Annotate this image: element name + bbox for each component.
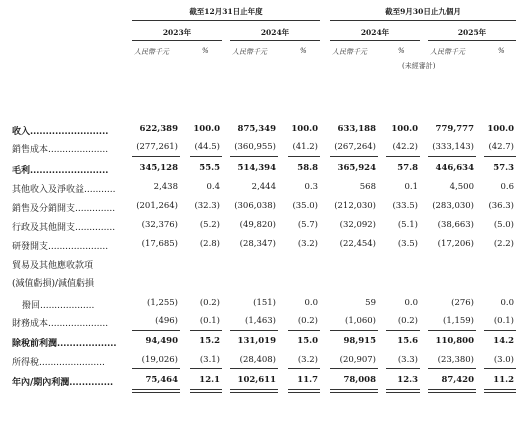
cell-amount: 2,438 bbox=[153, 182, 178, 192]
row-label: 收入......................... bbox=[12, 127, 109, 137]
unit-pct-3: % bbox=[398, 47, 405, 55]
cell-amount: (28,347) bbox=[239, 239, 276, 249]
cell-amount: 514,394 bbox=[237, 163, 276, 173]
cell-amount: (267,264) bbox=[334, 142, 376, 152]
unaudited-note: (未經審計) bbox=[402, 62, 436, 70]
cell-amount: 365,924 bbox=[337, 163, 376, 173]
subtotal-rule bbox=[190, 330, 222, 331]
row-label: 貿易及其他應收款項 bbox=[12, 261, 94, 271]
cell-amount: (38,663) bbox=[437, 220, 474, 230]
cell-amount: (32,092) bbox=[339, 220, 376, 230]
cell-percent: (3.3) bbox=[397, 355, 418, 365]
total-double-rule bbox=[484, 389, 516, 393]
cell-percent: 100.0 bbox=[487, 124, 514, 134]
cell-percent: (33.5) bbox=[392, 201, 418, 211]
subtotal-rule bbox=[484, 368, 516, 369]
cell-amount: 779,777 bbox=[435, 124, 474, 134]
total-double-rule bbox=[330, 389, 378, 393]
cell-amount: (1,255) bbox=[147, 298, 178, 308]
cell-percent: 0.3 bbox=[304, 182, 318, 192]
subtotal-rule bbox=[484, 330, 516, 331]
cell-percent: (3.5) bbox=[397, 239, 418, 249]
subtotal-rule bbox=[428, 330, 476, 331]
cell-percent: (2.8) bbox=[199, 239, 220, 249]
cell-percent: (5.1) bbox=[397, 220, 418, 230]
cell-percent: (42.2) bbox=[392, 142, 418, 152]
cell-percent: (3.0) bbox=[493, 355, 514, 365]
cell-percent: (3.1) bbox=[199, 355, 220, 365]
rule-year-1 bbox=[132, 40, 222, 41]
header-year-4: 2025年 bbox=[457, 28, 487, 37]
cell-percent: (44.5) bbox=[194, 142, 220, 152]
cell-amount: (276) bbox=[451, 298, 474, 308]
header-year-3: 2024年 bbox=[360, 28, 390, 37]
cell-percent: 100.0 bbox=[291, 124, 318, 134]
cell-percent: 57.3 bbox=[493, 163, 514, 173]
unit-pct-1: % bbox=[202, 47, 209, 55]
cell-percent: (5.7) bbox=[297, 220, 318, 230]
row-label: 銷售成本..................... bbox=[12, 145, 109, 155]
rule-year-3 bbox=[330, 40, 420, 41]
cell-percent: 57.8 bbox=[397, 163, 418, 173]
cell-amount: 102,611 bbox=[237, 375, 276, 385]
cell-amount: (19,026) bbox=[141, 355, 178, 365]
cell-amount: 87,420 bbox=[441, 375, 474, 385]
cell-amount: 94,490 bbox=[145, 336, 178, 346]
cell-amount: (28,408) bbox=[239, 355, 276, 365]
subtotal-rule bbox=[230, 368, 278, 369]
subtotal-rule bbox=[330, 330, 378, 331]
rule-group-fy bbox=[132, 20, 320, 21]
cell-percent: (5.0) bbox=[493, 220, 514, 230]
cell-amount: (17,206) bbox=[437, 239, 474, 249]
row-label: (減值虧損)/減值虧損 bbox=[12, 279, 95, 289]
cell-amount: 633,188 bbox=[337, 124, 376, 134]
cell-amount: (1,159) bbox=[443, 316, 474, 326]
subtotal-rule bbox=[190, 368, 222, 369]
cell-percent: (2.2) bbox=[493, 239, 514, 249]
cell-amount: (277,261) bbox=[136, 142, 178, 152]
cell-percent: 12.3 bbox=[397, 375, 418, 385]
subtotal-rule bbox=[428, 368, 476, 369]
cell-percent: (41.2) bbox=[292, 142, 318, 152]
cell-percent: 11.2 bbox=[493, 375, 514, 385]
subtotal-rule bbox=[132, 156, 180, 157]
total-double-rule bbox=[288, 389, 320, 393]
subtotal-rule bbox=[190, 156, 222, 157]
row-label: 毛利......................... bbox=[12, 166, 109, 176]
cell-percent: 100.0 bbox=[391, 124, 418, 134]
cell-percent: (0.2) bbox=[199, 298, 220, 308]
cell-amount: (201,264) bbox=[136, 201, 178, 211]
cell-percent: 15.6 bbox=[397, 336, 418, 346]
cell-amount: (496) bbox=[155, 316, 178, 326]
total-double-rule bbox=[230, 389, 278, 393]
cell-amount: 75,464 bbox=[145, 375, 178, 385]
unit-pct-4: % bbox=[498, 47, 505, 55]
cell-amount: 98,915 bbox=[343, 336, 376, 346]
row-label: 所得稅....................... bbox=[12, 358, 105, 368]
subtotal-rule bbox=[386, 330, 420, 331]
cell-amount: (1,463) bbox=[245, 316, 276, 326]
cell-percent: 0.4 bbox=[206, 182, 220, 192]
cell-amount: (151) bbox=[253, 298, 276, 308]
cell-percent: (42.7) bbox=[488, 142, 514, 152]
cell-amount: 345,128 bbox=[139, 163, 178, 173]
subtotal-rule bbox=[386, 156, 420, 157]
cell-percent: (32.3) bbox=[194, 201, 220, 211]
cell-percent: (5.2) bbox=[199, 220, 220, 230]
cell-amount: 4,500 bbox=[449, 182, 474, 192]
cell-percent: 15.0 bbox=[297, 336, 318, 346]
row-label: 研發開支..................... bbox=[12, 242, 109, 252]
cell-amount: (306,038) bbox=[234, 201, 276, 211]
cell-percent: 0.1 bbox=[404, 182, 418, 192]
row-label: 財務成本..................... bbox=[12, 319, 109, 329]
subtotal-rule bbox=[330, 368, 378, 369]
row-label: 年內/期內利潤.............. bbox=[12, 378, 114, 388]
unit-amount-4: 人民幣千元 bbox=[430, 48, 465, 56]
subtotal-rule bbox=[386, 368, 420, 369]
cell-percent: (3.2) bbox=[297, 239, 318, 249]
cell-percent: 11.7 bbox=[297, 375, 318, 385]
cell-percent: (0.1) bbox=[199, 316, 220, 326]
subtotal-rule bbox=[484, 156, 516, 157]
cell-amount: 875,349 bbox=[237, 124, 276, 134]
cell-amount: 446,634 bbox=[435, 163, 474, 173]
header-year-2: 2024年 bbox=[260, 28, 290, 37]
rule-group-9m bbox=[330, 20, 516, 21]
subtotal-rule bbox=[230, 156, 278, 157]
cell-amount: (212,030) bbox=[334, 201, 376, 211]
cell-percent: (3.2) bbox=[297, 355, 318, 365]
total-double-rule bbox=[386, 389, 420, 393]
row-label: 其他收入及淨收益........... bbox=[12, 185, 116, 195]
total-double-rule bbox=[428, 389, 476, 393]
cell-amount: 568 bbox=[359, 182, 376, 192]
cell-percent: 0.0 bbox=[304, 298, 318, 308]
cell-amount: 110,800 bbox=[435, 336, 474, 346]
cell-percent: (35.0) bbox=[292, 201, 318, 211]
header-group-fy: 截至12月31日止年度 bbox=[189, 7, 263, 16]
unit-pct-2: % bbox=[300, 47, 307, 55]
unit-amount-3: 人民幣千元 bbox=[332, 48, 367, 56]
cell-amount: (283,030) bbox=[432, 201, 474, 211]
unit-amount-2: 人民幣千元 bbox=[232, 48, 267, 56]
cell-percent: 100.0 bbox=[193, 124, 220, 134]
row-label: 撥回................... bbox=[22, 301, 95, 311]
subtotal-rule bbox=[132, 330, 180, 331]
unit-amount-1: 人民幣千元 bbox=[134, 48, 169, 56]
subtotal-rule bbox=[288, 156, 320, 157]
rule-year-4 bbox=[428, 40, 516, 41]
rule-year-2 bbox=[230, 40, 320, 41]
subtotal-rule bbox=[132, 368, 180, 369]
header-group-9m: 截至9月30日止九個月 bbox=[385, 7, 461, 16]
cell-amount: (17,685) bbox=[141, 239, 178, 249]
cell-amount: 622,389 bbox=[139, 124, 178, 134]
cell-amount: (23,380) bbox=[437, 355, 474, 365]
cell-percent: (0.2) bbox=[397, 316, 418, 326]
cell-amount: 2,444 bbox=[251, 182, 276, 192]
cell-amount: (20,907) bbox=[339, 355, 376, 365]
cell-amount: (22,454) bbox=[339, 239, 376, 249]
total-double-rule bbox=[132, 389, 180, 393]
subtotal-rule bbox=[288, 330, 320, 331]
cell-percent: 12.1 bbox=[199, 375, 220, 385]
cell-amount: 59 bbox=[365, 298, 376, 308]
cell-percent: 55.5 bbox=[199, 163, 220, 173]
row-label: 銷售及分銷開支.............. bbox=[12, 204, 116, 214]
row-label: 行政及其他開支.............. bbox=[12, 223, 116, 233]
cell-amount: 78,008 bbox=[343, 375, 376, 385]
cell-percent: 58.8 bbox=[297, 163, 318, 173]
cell-amount: (32,376) bbox=[141, 220, 178, 230]
subtotal-rule bbox=[428, 156, 476, 157]
subtotal-rule bbox=[230, 330, 278, 331]
cell-percent: 15.2 bbox=[199, 336, 220, 346]
cell-amount: (333,143) bbox=[432, 142, 474, 152]
cell-percent: (0.1) bbox=[493, 316, 514, 326]
cell-percent: (0.2) bbox=[297, 316, 318, 326]
cell-amount: (49,820) bbox=[239, 220, 276, 230]
row-label: 除稅前利潤................... bbox=[12, 339, 117, 349]
header-year-1: 2023年 bbox=[162, 28, 192, 37]
cell-percent: 14.2 bbox=[493, 336, 514, 346]
cell-amount: (1,060) bbox=[345, 316, 376, 326]
cell-percent: (36.3) bbox=[488, 201, 514, 211]
subtotal-rule bbox=[330, 156, 378, 157]
cell-percent: 0.0 bbox=[404, 298, 418, 308]
cell-percent: 0.0 bbox=[500, 298, 514, 308]
total-double-rule bbox=[190, 389, 222, 393]
cell-percent: 0.6 bbox=[500, 182, 514, 192]
subtotal-rule bbox=[288, 368, 320, 369]
cell-amount: (360,955) bbox=[234, 142, 276, 152]
cell-amount: 131,019 bbox=[237, 336, 276, 346]
